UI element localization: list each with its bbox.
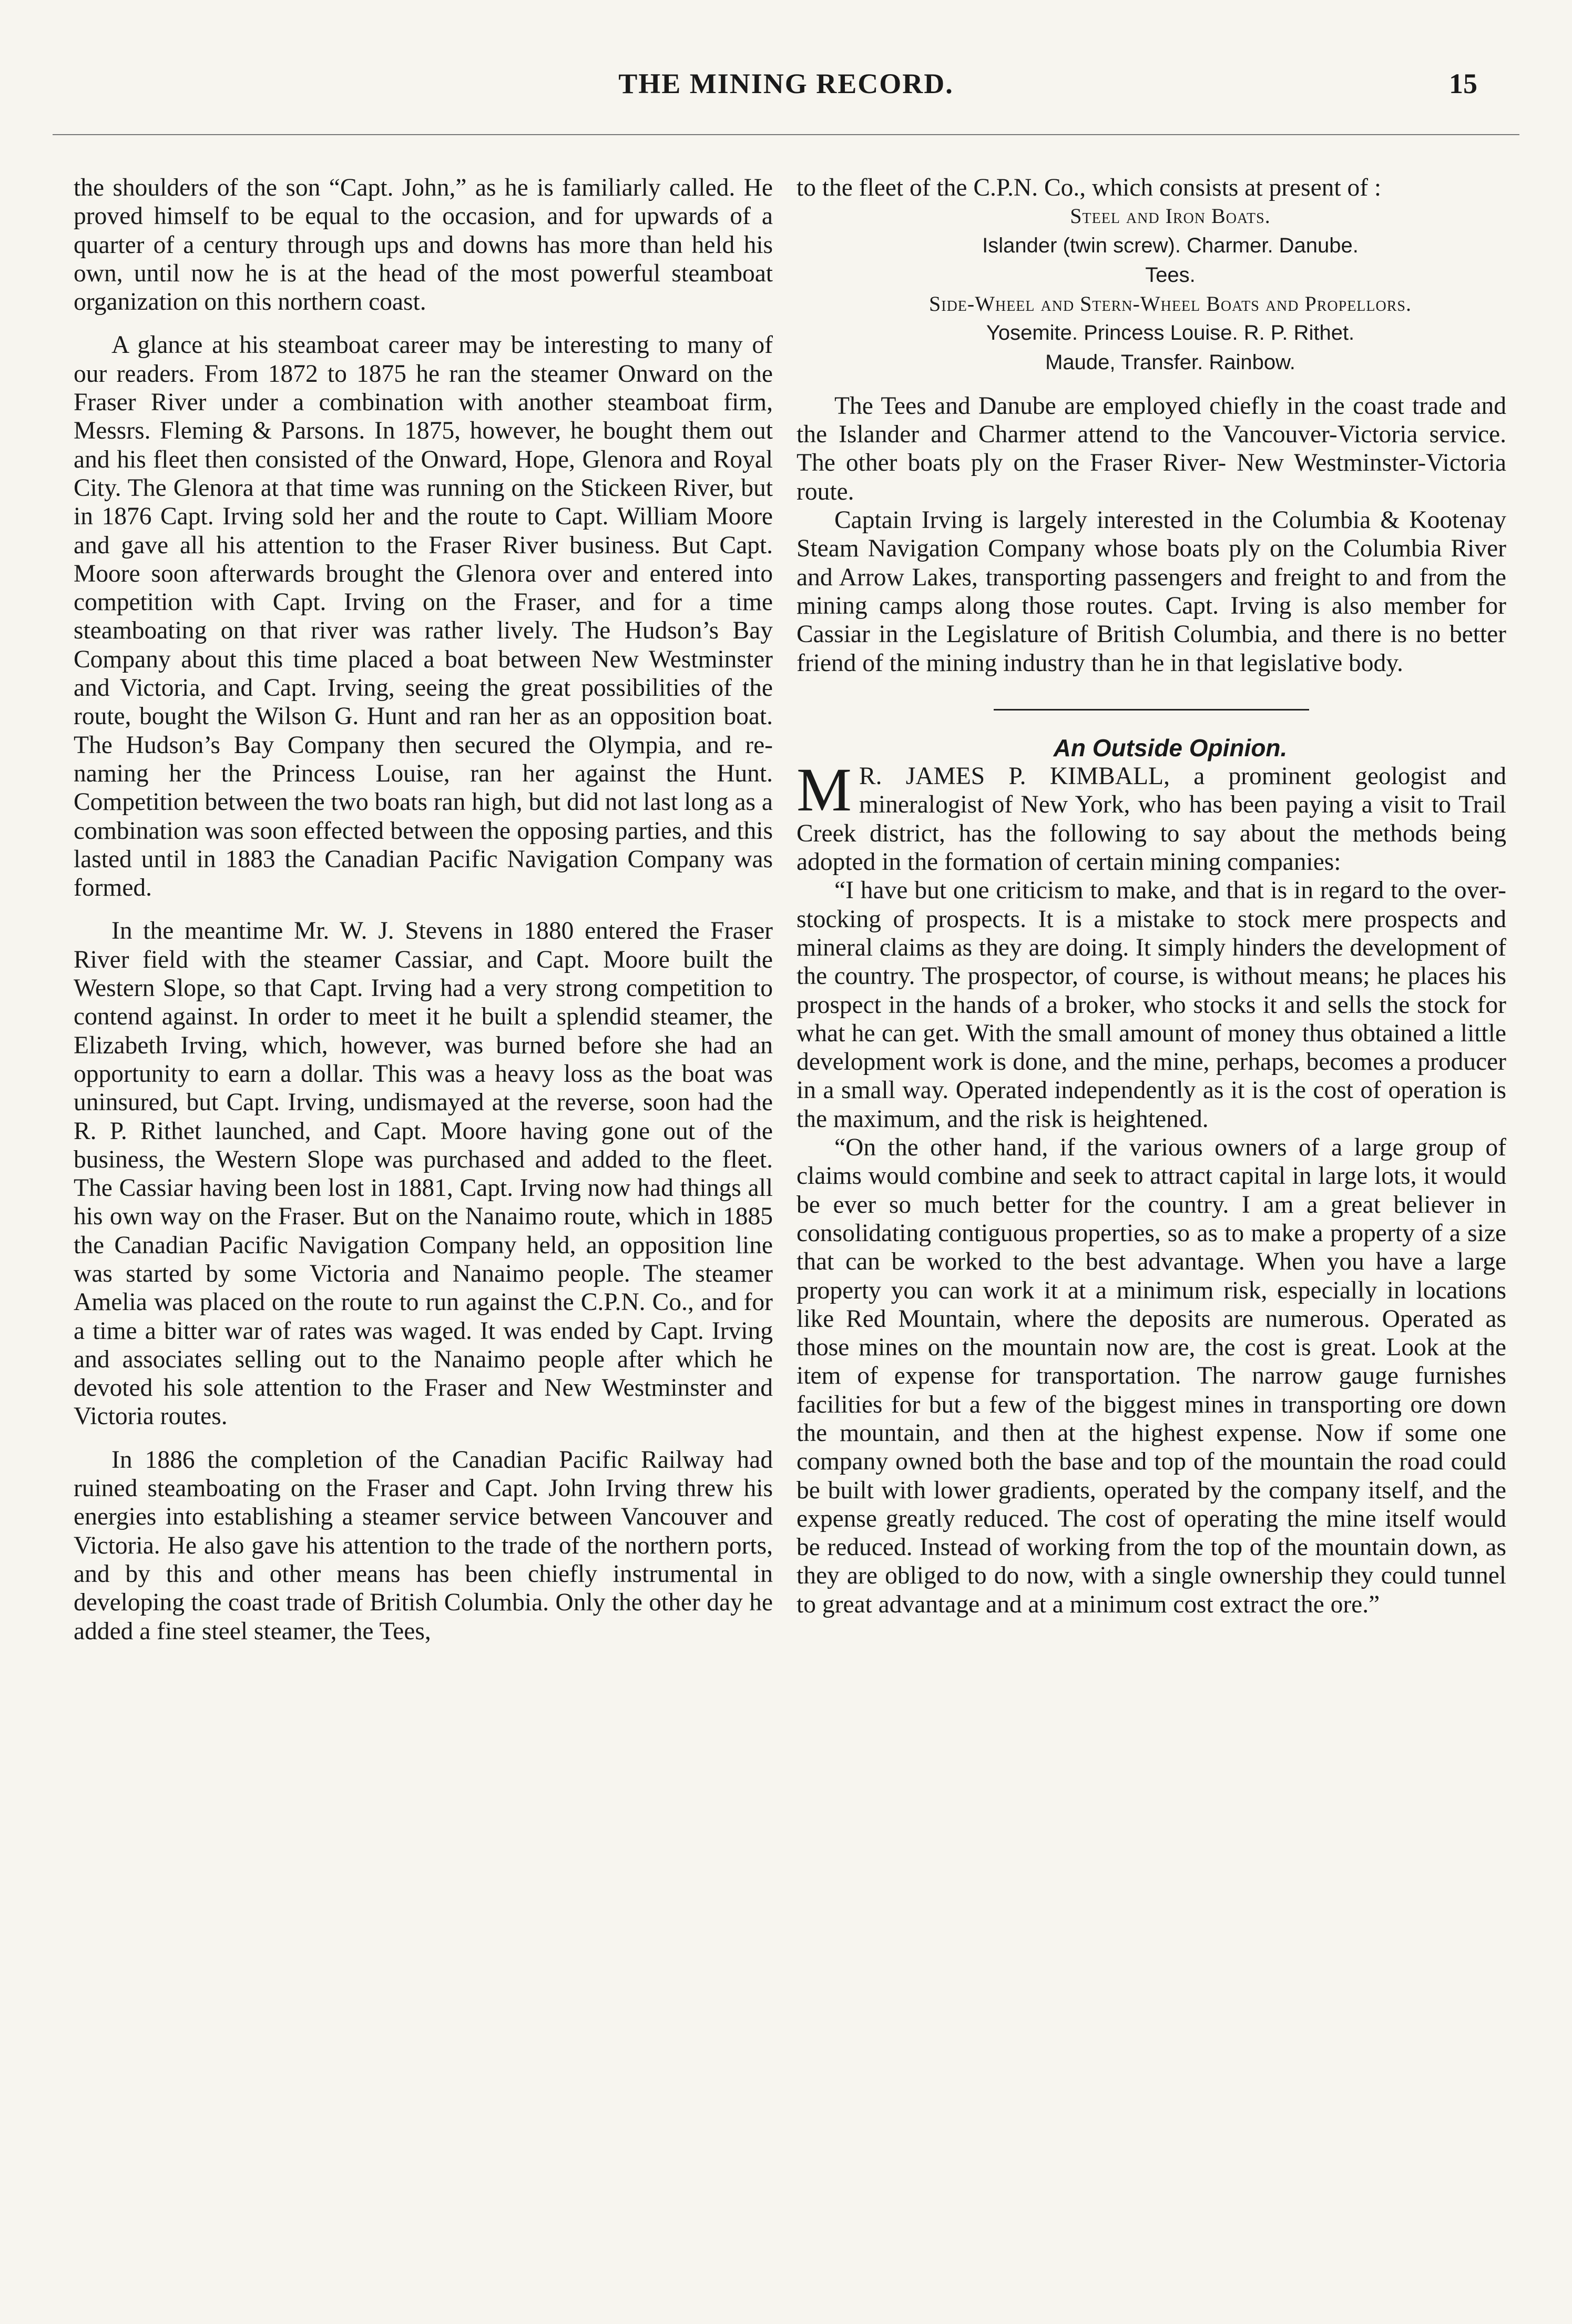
header-rule: [53, 134, 1519, 135]
fleet-list-line: Maude, Transfer. Rainbow.: [1045, 350, 1295, 374]
fleet-heading: Side-Wheel and Stern-Wheel Boats and Propellors.: [929, 291, 1412, 316]
paragraph: A glance at his steamboat career may be interesting to many of our readers. From 1872 to 1875 he ran the steamer Onward on the Fraser River under a combination with another steamboat firm, Messrs. Fleming & Parsons. In 1875, however, he bought them out and his fleet then consisted of the Onward, Hope, Glenora and Royal City. The Glenora at that time was running on the Stickeen River, but in 1876 Capt. Irving sold her and the route to Capt. William Moore and gave all his attention to the Fraser River business. But Capt. Moore soon afterwards brought the Glenora over and entered into competition with Capt. Irving on the Fraser, and for a time steamboating on that river was rather lively. The Hudson’s Bay Company about this time placed a boat between New Westminster and Victoria, and Capt. Irving, seeing the great possibilities of the route, bought the Wilson G. Hunt and ran her as an opposition boat. The Hudson’s Bay Company then secured the Olympia, and re-naming her the Princess Louise, ran her against the Hunt. Competition between the two boats ran high, but did not last long as a combination was soon effected between the opposing parties, and this lasted until in 1883 the Canadian Pacific Navigation Company was formed.: [74, 331, 773, 902]
section-divider: [994, 709, 1309, 711]
fleet-list-line: Islander (twin screw). Charmer. Danube.: [982, 234, 1359, 257]
fleet-list-line: Yosemite. Princess Louise. R. P. Rithet.: [986, 321, 1355, 344]
paragraph: [797, 755, 1506, 876]
page-number: 15: [1449, 68, 1477, 99]
paragraph: In 1886 the completion of the Canadian Pacific Railway had ruined steamboating on the Fraser and Capt. John Irving threw his energies into establishing a steamer service between Vancouver and Victoria. He also gave his attention to the trade of the northern ports, and by this and other means has been chiefly instrumental in developing the coast trade of British Columbia. Only the other day he added a fine steel steamer, the Tees,: [74, 1446, 773, 1645]
paragraph: Captain Irving is largely interested in the Columbia & Kootenay Steam Navigation Company whose boats ply on the Columbia River and Arrow Lakes, transporting passengers and freight to and from the mining camps along those routes. Capt. Irving is also member for Cassiar in the Legislature of British Columbia, and there is no better friend of the mining industry than he in that legislative body.: [797, 506, 1506, 677]
paragraph: In the meantime Mr. W. J. Stevens in 1880 entered the Fraser River field with the steamer Cassiar, and Capt. Moore built the Western Slope, so that Capt. Irving had a very strong competition to contend against. In order to meet it he built a splendid steamer, the Elizabeth Irving, which, however, was burned before she had an opportunity to earn a dollar. This was a heavy loss as the boat was uninsured, but Capt. Irving, undismayed at the reverse, soon had the R. P. Rithet launched, and Capt. Moore having gone out of the business, the Western Slope was purchased and added to the fleet. The Cassiar having been lost in 1881, Capt. Irving now had things all his own way on the Fraser. But on the Nanaimo route, which in 1885 the Canadian Pacific Navigation Company held, an opposition line was started by some Victoria and Nanaimo people. The steamer Amelia was placed on the route to run against the C.P.N. Co., and for a time a bitter war of rates was waged. It was ended by Capt. Irving and associates selling out to the Nanaimo people after which he devoted his sole attention to the Fraser and New Westminster and Victoria routes.: [74, 917, 773, 1430]
paragraph: the shoulders of the son “Capt. John,” as he is familiarly called. He proved himself to be equal to the occasion, and for upwards of a quarter of a century through ups and downs has more than held his own, until now he is at the head of the most powerful steamboat organization on this northern coast.: [74, 174, 773, 316]
left-column: [74, 174, 773, 1646]
paragraph-text: R. JAMES P. KIMBALL, a prominent geologist and mineralogist of New York, who has been paying a visit to Trail Creek district, has the following to say about the methods being adopted in the formation of certain mining companies:: [797, 763, 1506, 876]
page-header: [0, 67, 1572, 115]
paragraph: The Tees and Danube are employed chiefly in the coast trade and the Islander and Charmer attend to the Vancouver-Victoria service. The other boats ply on the Fraser River- New Westminster-Victoria route.: [797, 392, 1506, 505]
paragraph: “I have but one criticism to make, and that is in regard to the over-stocking of prospects. It is a mistake to stock mere prospects and mineral claims as they are doing. It simply hinders the development of the country. The prospector, of course, is without means; he places his prospect in the hands of a broker, who stocks it and sells the stock for what he can get. With the small amount of money thus obtained a little development work is done, and the mine, perhaps, becomes a producer in a small way. Operated independently as it is the cost of operation is the maximum, and the risk is heightened.: [797, 877, 1506, 1133]
right-column: [797, 174, 1506, 1619]
fleet-heading: Steel and Iron Boats.: [1070, 204, 1271, 228]
running-title: THE MINING RECORD.: [618, 68, 954, 99]
section-title: An Outside Opinion.: [1053, 734, 1288, 762]
paragraph: to the fleet of the C.P.N. Co., which consists at present of :: [797, 174, 1382, 201]
fleet-list-line: Tees.: [1145, 263, 1196, 287]
drop-cap: M: [797, 755, 852, 825]
paragraph: “On the other hand, if the various owners of a large group of claims would combine and seek to attract capital in large lots, it would be ever so much better for the country. I am a great believer in consolidating contiguous properties, so as to make a property of a size that can be worked to the best advantage. When you have a large property you can work it at a minimum risk, especially in locations like Red Mountain, where the deposits are numerous. Operated as those mines on the mountain now are, the cost is great. Look at the item of expense for transportation. The narrow gauge furnishes facilities for but a few of the biggest mines in transporting ore down the mountain, and then at the highest expense. Now if some one company owned both the base and top of the mountain the road could be built with lower gradients, operated by the company itself, and the expense greatly reduced. The cost of operating the mine itself would be reduced. Instead of working from the top of the mountain down, as they are obliged to do now, with a single ownership they could tunnel to great advantage and at a minimum cost extract the ore.”: [797, 1134, 1506, 1618]
